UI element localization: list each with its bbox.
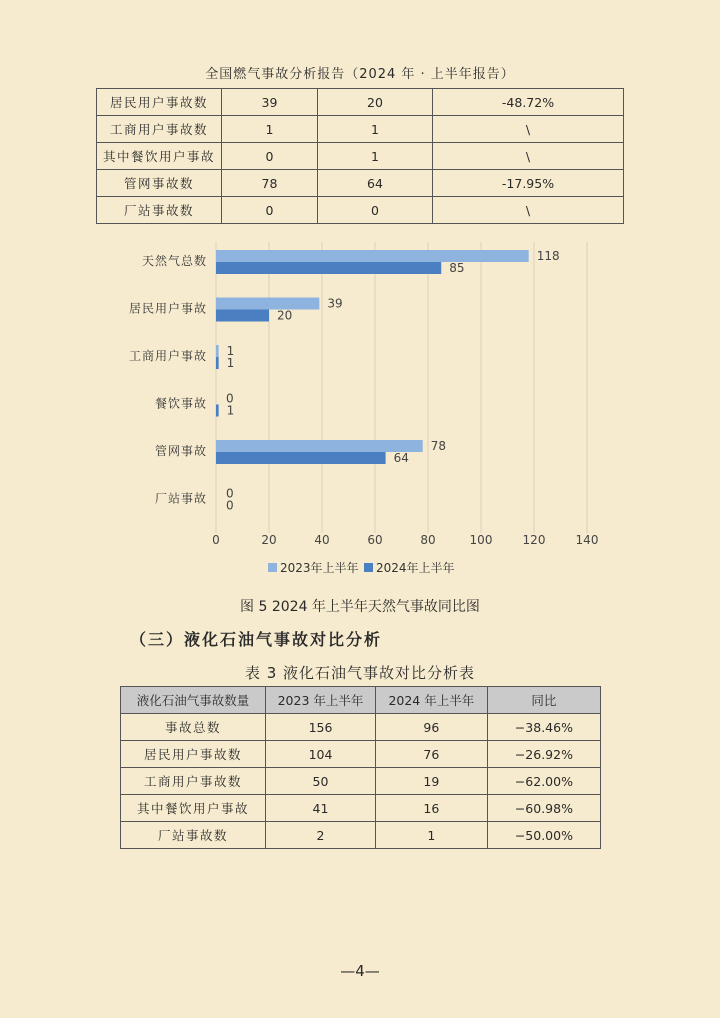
data-label: 1: [226, 403, 235, 418]
table-cell-v2023: 78: [222, 170, 318, 197]
table-cell-v2024: 1: [318, 116, 433, 143]
table-row: [121, 795, 601, 822]
table-cell-yoy: -17.95%: [433, 170, 624, 197]
bar-2024: [216, 357, 219, 369]
table-header-cell: 液化石油气事故数量: [121, 687, 266, 714]
table-header-row: [121, 687, 601, 714]
table-cell-v2024: 20: [318, 89, 433, 116]
data-label: 78: [430, 439, 446, 453]
bar-2024: [216, 310, 269, 322]
table-cell-name: 居民用户事故数: [97, 89, 222, 116]
table-cell-v2024: 1: [375, 822, 487, 849]
bar-2023: [216, 250, 529, 262]
x-tick-label: 140: [575, 533, 599, 547]
legend-swatch: [268, 563, 277, 572]
table-cell-v2023: 0: [222, 143, 318, 170]
table-cell-v2023: 41: [266, 795, 376, 822]
table-header-cell: 2024 年上半年: [375, 687, 487, 714]
table-cell-name: 厂站事故数: [121, 822, 266, 849]
section-title: （三）液化石油气事故对比分析: [130, 630, 383, 649]
category-label: 天然气总数: [141, 254, 207, 268]
lpg-accident-table: [120, 686, 601, 849]
table-cell-v2023: 50: [266, 768, 376, 795]
table-caption: 表 3 液化石油气事故对比分析表: [244, 664, 476, 682]
bar-2023: [216, 440, 423, 452]
data-label: 118: [536, 249, 560, 263]
table-cell-v2023: 2: [266, 822, 376, 849]
data-label: 0: [226, 498, 234, 513]
table-cell-name: 厂站事故数: [97, 197, 222, 224]
data-label: 0: [226, 486, 234, 501]
table-cell-v2024: 16: [375, 795, 487, 822]
table-cell-yoy: -48.72%: [433, 89, 624, 116]
x-tick-label: 120: [522, 533, 546, 547]
table-cell-yoy: −26.92%: [487, 741, 600, 768]
table-cell-v2023: 104: [266, 741, 376, 768]
bar-2023: [216, 298, 319, 310]
x-tick-label: 80: [420, 533, 436, 547]
table-cell-v2024: 19: [375, 768, 487, 795]
table-cell-yoy: −38.46%: [487, 714, 600, 741]
table-cell-name: 管网事故数: [97, 170, 222, 197]
data-label: 0: [226, 391, 234, 406]
data-label: 20: [277, 308, 293, 323]
data-label: 85: [449, 261, 465, 275]
category-label: 居民用户事故: [128, 301, 207, 316]
legend-label: 2023年上半年: [280, 561, 359, 575]
bar-2024: [216, 262, 441, 274]
x-tick-label: 40: [314, 533, 330, 547]
table-cell-v2023: 0: [222, 197, 318, 224]
data-label: 1: [226, 344, 235, 358]
legend-swatch: [364, 563, 373, 572]
data-label: 64: [393, 451, 409, 465]
legend-label: 2024年上半年: [376, 561, 455, 575]
category-label: 工商用户事故: [128, 349, 207, 363]
table-cell-name: 其中餐饮用户事故: [97, 143, 222, 170]
table-cell-name: 居民用户事故数: [121, 741, 266, 768]
report-header: 全国燃气事故分析报告（2024 年 · 上半年报告）: [205, 67, 515, 82]
table-cell-name: 工商用户事故数: [97, 116, 222, 143]
table-row: [121, 822, 601, 849]
x-tick-label: 60: [367, 533, 383, 547]
table-row: [121, 768, 601, 795]
category-label: 管网事故: [154, 444, 207, 458]
table-cell-yoy: \: [433, 143, 624, 170]
data-label: 39: [327, 296, 343, 311]
table-row: [121, 741, 601, 768]
table-cell-v2024: 0: [318, 197, 433, 224]
table-cell-name: 事故总数: [121, 714, 266, 741]
bar-2023: [216, 345, 219, 357]
x-tick-label: 0: [212, 533, 220, 547]
table-cell-yoy: −50.00%: [487, 822, 600, 849]
table-cell-yoy: \: [433, 116, 624, 143]
table-cell-yoy: −62.00%: [487, 768, 600, 795]
figure-caption: 图 5 2024 年上半年天然气事故同比图: [240, 599, 480, 615]
table-header-cell: 同比: [487, 687, 600, 714]
category-label: 餐饮事故: [154, 396, 207, 411]
table-cell-v2024: 96: [375, 714, 487, 741]
table-cell-name: 工商用户事故数: [121, 768, 266, 795]
bar-2024: [216, 452, 386, 464]
bar-2024: [216, 405, 219, 417]
data-label: 1: [226, 356, 235, 370]
x-tick-label: 100: [469, 533, 493, 547]
table-header-cell: 2023 年上半年: [266, 687, 376, 714]
table-cell-v2023: 156: [266, 714, 376, 741]
category-label: 厂站事故: [154, 491, 207, 506]
table-cell-name: 其中餐饮用户事故: [121, 795, 266, 822]
table-row: [121, 714, 601, 741]
table-cell-v2023: 39: [222, 89, 318, 116]
table-cell-yoy: −60.98%: [487, 795, 600, 822]
page-number: —4—: [340, 962, 380, 980]
table-cell-v2024: 1: [318, 143, 433, 170]
table-cell-v2024: 76: [375, 741, 487, 768]
table-cell-yoy: \: [433, 197, 624, 224]
x-tick-label: 20: [261, 533, 277, 547]
table-cell-v2024: 64: [318, 170, 433, 197]
table-cell-v2023: 1: [222, 116, 318, 143]
